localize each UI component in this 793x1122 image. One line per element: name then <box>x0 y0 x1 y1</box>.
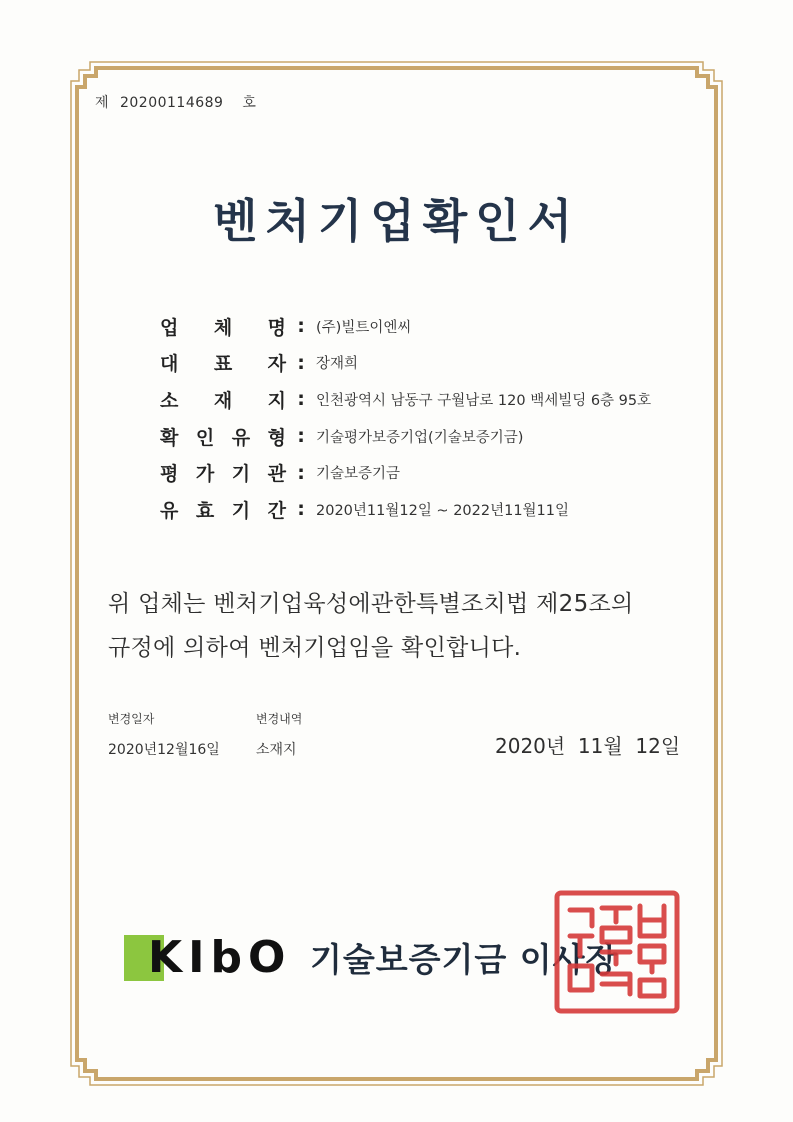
issuer-block <box>124 931 619 983</box>
representative-value: 장재희 <box>316 356 359 373</box>
label-char: 평 <box>160 463 179 486</box>
kibo-logo <box>124 931 300 983</box>
change-detail-header: 변경내역 <box>256 712 303 726</box>
issue-date: 2020년 11월 12일 <box>495 734 681 758</box>
change-history-values <box>108 739 302 759</box>
info-row-confirmation-type <box>160 418 720 455</box>
label-char: 기 <box>231 499 251 522</box>
label-char: 명 <box>267 316 286 339</box>
validity-period-value: 2020년11월12일 ~ 2022년11월11일 <box>316 502 570 519</box>
info-colon: : <box>297 498 305 521</box>
official-seal <box>552 888 682 1016</box>
info-row-representative <box>160 345 720 382</box>
info-table <box>160 308 720 528</box>
kibo-logo-text: KIbO <box>148 931 292 983</box>
label-char: 소 <box>160 389 179 412</box>
info-colon: : <box>297 351 305 374</box>
evaluation-agency-value: 기술보증기금 <box>316 466 401 483</box>
info-colon: : <box>297 461 305 484</box>
label-char: 간 <box>267 499 286 522</box>
statement-line-2: 규정에 의하여 벤처기업임을 확인합니다. <box>108 635 522 661</box>
statement-line-1: 위 업체는 벤처기업육성에관한특별조치법 제25조의 <box>108 591 634 617</box>
certificate-number-suffix: 호 <box>242 95 257 111</box>
change-history-header <box>108 710 302 727</box>
certificate-number-prefix: 제 <box>95 95 110 111</box>
certificate-title: 벤처기업확인서 <box>212 194 581 248</box>
info-row-evaluation-agency <box>160 454 720 491</box>
info-label <box>160 313 286 340</box>
info-label <box>160 459 286 486</box>
label-char: 유 <box>160 499 179 522</box>
label-char: 업 <box>160 316 179 339</box>
info-label <box>160 496 286 523</box>
info-label <box>160 386 286 413</box>
label-char: 형 <box>267 426 286 449</box>
change-history <box>108 710 302 759</box>
label-char: 효 <box>195 499 215 522</box>
info-row-validity-period <box>160 491 720 528</box>
change-date-value: 2020년12월16일 <box>108 742 220 758</box>
label-char: 대 <box>160 353 179 376</box>
label-char: 표 <box>213 353 233 376</box>
info-colon: : <box>297 315 305 338</box>
label-char: 기 <box>231 463 251 486</box>
info-label <box>160 423 286 450</box>
label-char: 자 <box>267 353 286 376</box>
change-date-header: 변경일자 <box>108 712 155 726</box>
info-row-company-name <box>160 308 720 345</box>
company-name-value: (주)빌트이엔씨 <box>316 319 412 336</box>
confirmation-type-value: 기술평가보증기업(기술보증기금) <box>316 429 524 446</box>
address-value: 인천광역시 남동구 구월남로 120 백세빌딩 6층 95호 <box>316 392 652 409</box>
issuer-name: 기술보증기금 이사장 <box>310 940 619 979</box>
label-char: 확 <box>160 426 179 449</box>
info-colon: : <box>297 425 305 448</box>
label-char: 재 <box>213 389 233 412</box>
label-char: 인 <box>195 426 215 449</box>
label-char: 체 <box>213 316 233 339</box>
label-char: 가 <box>195 463 215 486</box>
certificate-number-value: 20200114689 <box>119 95 224 111</box>
info-colon: : <box>297 388 305 411</box>
label-char: 유 <box>231 426 251 449</box>
info-row-address <box>160 381 720 418</box>
certification-statement <box>108 582 708 670</box>
info-label <box>160 349 286 376</box>
certificate-number <box>95 92 256 112</box>
label-char: 관 <box>267 463 286 486</box>
change-detail-value: 소재지 <box>256 742 297 758</box>
label-char: 지 <box>267 389 286 412</box>
